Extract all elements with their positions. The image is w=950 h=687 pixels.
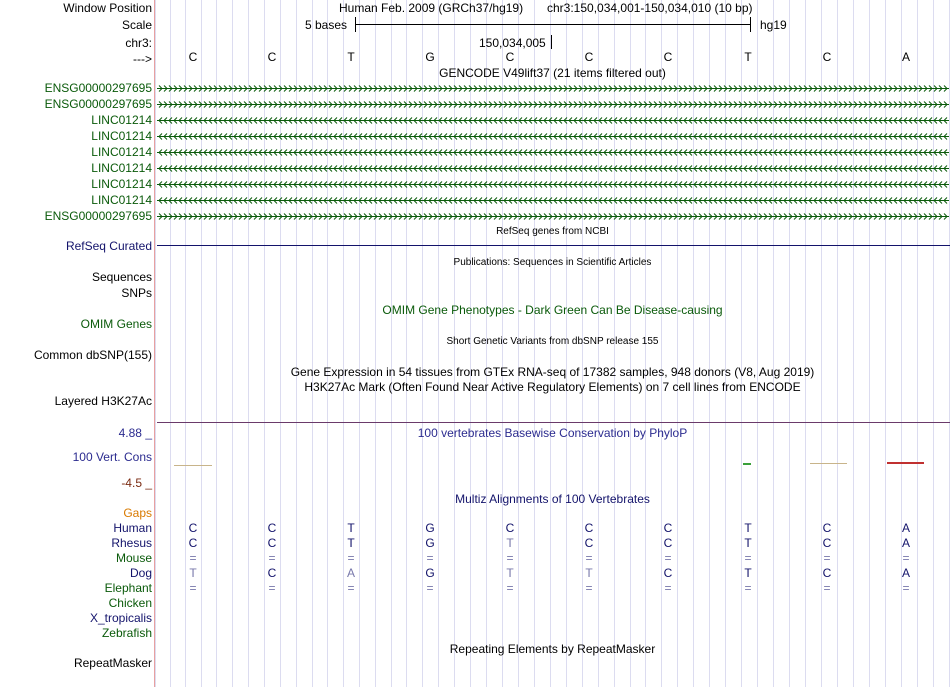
gtex-title[interactable]: Gene Expression in 54 tissues from GTEx RNA-seq of 17382 samples, 948 donors (V8, Aug 2019)	[290, 365, 815, 379]
gencode-gene-feature[interactable]	[157, 115, 949, 126]
phylop-max: 4.88 _	[118, 426, 152, 440]
species-label[interactable]: Elephant	[104, 581, 152, 595]
scale-bar	[355, 24, 751, 25]
sequence-base: C	[822, 50, 832, 64]
scale-bar-right-tick	[750, 17, 751, 32]
species-label[interactable]: Rhesus	[111, 536, 152, 550]
sequence-base: C	[267, 50, 277, 64]
alignment-base: A	[901, 521, 910, 535]
repeatmasker-label[interactable]: RepeatMasker	[73, 656, 152, 670]
scale-label: Scale	[121, 18, 152, 32]
species-label[interactable]: Human	[113, 521, 152, 535]
alignment-base: =	[506, 581, 514, 595]
position-readout: chr3:150,034,001-150,034,010 (10 bp)	[547, 1, 753, 15]
alignment-base: T	[744, 536, 752, 550]
sequence-base: G	[425, 50, 435, 64]
alignment-base: T	[189, 566, 197, 580]
alignment-base: =	[664, 581, 672, 595]
species-label[interactable]: X_tropicalis	[89, 611, 152, 625]
omim-label[interactable]: OMIM Genes	[80, 317, 152, 331]
alignment-base: G	[425, 536, 435, 550]
alignment-base: C	[663, 521, 673, 535]
sequence-base: C	[584, 50, 594, 64]
sequence-base: C	[663, 50, 673, 64]
repeatmasker-title[interactable]: Repeating Elements by RepeatMasker	[449, 642, 656, 656]
gencode-item-label[interactable]: ENSG00000297695	[44, 97, 152, 111]
alignment-base: T	[585, 566, 593, 580]
h3k27ac-label[interactable]: Layered H3K27Ac	[54, 394, 152, 408]
alignment-base: C	[584, 536, 594, 550]
gencode-item-label[interactable]: LINC01214	[91, 129, 152, 143]
phylop-signal-4	[887, 462, 924, 464]
gencode-gene-feature[interactable]	[157, 99, 949, 110]
alignment-base: =	[268, 551, 276, 565]
scale-bar-left-tick	[355, 17, 356, 32]
alignment-base: =	[744, 581, 752, 595]
alignment-base: G	[425, 521, 435, 535]
coordinate-label: 150,034,005	[479, 36, 546, 50]
alignment-base: =	[585, 581, 593, 595]
alignment-base: C	[188, 536, 198, 550]
alignment-base: C	[663, 536, 673, 550]
alignment-base: =	[902, 581, 910, 595]
alignment-base: C	[663, 566, 673, 580]
alignment-base: =	[744, 551, 752, 565]
scale-text: 5 bases	[305, 18, 348, 32]
alignment-base: =	[189, 551, 197, 565]
alignment-base: C	[267, 566, 277, 580]
alignment-base: =	[664, 551, 672, 565]
sequence-base: T	[744, 50, 752, 64]
alignment-base: A	[901, 536, 910, 550]
alignment-base: =	[585, 551, 593, 565]
assembly-title: Human Feb. 2009 (GRCh37/hg19)	[339, 1, 524, 15]
alignment-base: =	[426, 551, 434, 565]
phylop-signal-1	[174, 465, 212, 466]
alignment-base: =	[902, 551, 910, 565]
db-label: hg19	[760, 18, 787, 32]
gaps-label: Gaps	[123, 506, 152, 520]
alignment-base: C	[822, 536, 832, 550]
alignment-base: =	[823, 551, 831, 565]
omim-title[interactable]: OMIM Gene Phenotypes - Dark Green Can Be Disease-causing	[382, 303, 723, 317]
sequences-label[interactable]: Sequences	[91, 270, 152, 284]
phylop-signal-2	[743, 463, 751, 465]
h3k27ac-signal-line	[157, 422, 950, 423]
sequence-base: C	[505, 50, 515, 64]
gencode-item-label[interactable]: ENSG00000297695	[44, 209, 152, 223]
phylop-signal-3	[810, 463, 847, 464]
window-position-label: Window Position	[63, 1, 152, 15]
phylop-min: -4.5 _	[121, 476, 152, 490]
refseq-label[interactable]: RefSeq Curated	[65, 239, 152, 253]
gencode-gene-feature[interactable]	[157, 131, 949, 142]
phylop-label[interactable]: 100 Vert. Cons	[72, 450, 152, 464]
species-label[interactable]: Dog	[129, 566, 152, 580]
gencode-item-label[interactable]: LINC01214	[91, 161, 152, 175]
species-label[interactable]: Chicken	[108, 596, 152, 610]
gencode-gene-feature[interactable]	[157, 195, 949, 206]
alignment-base: T	[744, 566, 752, 580]
alignment-base: G	[425, 566, 435, 580]
multiz-title[interactable]: Multiz Alignments of 100 Vertebrates	[455, 492, 650, 506]
gencode-gene-feature[interactable]	[157, 163, 949, 174]
gencode-gene-feature[interactable]	[157, 211, 949, 222]
gencode-gene-feature[interactable]	[157, 179, 949, 190]
h3k27ac-title[interactable]: H3K27Ac Mark (Often Found Near Active Regulatory Elements) on 7 cell lines from ENCODE	[304, 380, 801, 394]
alignment-base: =	[823, 581, 831, 595]
alignment-base: T	[347, 521, 355, 535]
coordinate-tick	[551, 35, 552, 49]
alignment-base: =	[347, 551, 355, 565]
sequence-base: C	[188, 50, 198, 64]
phylop-title[interactable]: 100 vertebrates Basewise Conservation by PhyloP	[417, 426, 688, 440]
species-label[interactable]: Zebrafish	[101, 626, 152, 640]
gencode-item-label[interactable]: LINC01214	[91, 193, 152, 207]
gencode-title[interactable]: GENCODE V49lift37 (21 items filtered out)	[439, 66, 666, 80]
alignment-base: C	[584, 521, 594, 535]
gencode-gene-feature[interactable]	[157, 147, 949, 158]
alignment-base: =	[426, 581, 434, 595]
alignment-base: C	[822, 566, 832, 580]
strand-label: --->	[133, 52, 152, 66]
gencode-item-label[interactable]: LINC01214	[91, 113, 152, 127]
alignment-base: C	[267, 536, 277, 550]
alignment-base: A	[901, 566, 910, 580]
dbsnp-title[interactable]: Short Genetic Variants from dbSNP release 155	[446, 336, 659, 347]
alignment-base: =	[347, 581, 355, 595]
gencode-item-label[interactable]: LINC01214	[91, 177, 152, 191]
alignment-base: T	[744, 521, 752, 535]
alignment-base: C	[267, 521, 277, 535]
alignment-base: T	[506, 566, 514, 580]
gencode-item-label[interactable]: ENSG00000297695	[44, 81, 152, 95]
species-label[interactable]: Mouse	[115, 551, 152, 565]
alignment-base: =	[268, 581, 276, 595]
sequence-base: T	[347, 50, 355, 64]
alignment-base: C	[822, 521, 832, 535]
gencode-gene-feature[interactable]	[157, 83, 949, 94]
alignment-base: T	[347, 536, 355, 550]
alignment-base: =	[506, 551, 514, 565]
sequence-base: A	[901, 50, 910, 64]
alignment-base: C	[505, 521, 515, 535]
refseq-title[interactable]: RefSeq genes from NCBI	[496, 226, 609, 237]
refseq-gene-line[interactable]	[157, 245, 950, 246]
alignment-base: A	[346, 566, 355, 580]
alignment-base: C	[188, 521, 198, 535]
publications-title[interactable]: Publications: Sequences in Scientific Articles	[453, 257, 652, 268]
chrom-label: chr3:	[125, 36, 152, 50]
alignment-base: T	[506, 536, 514, 550]
snps-label[interactable]: SNPs	[121, 286, 152, 300]
alignment-base: =	[189, 581, 197, 595]
gencode-item-label[interactable]: LINC01214	[91, 145, 152, 159]
dbsnp-label[interactable]: Common dbSNP(155)	[33, 348, 152, 362]
